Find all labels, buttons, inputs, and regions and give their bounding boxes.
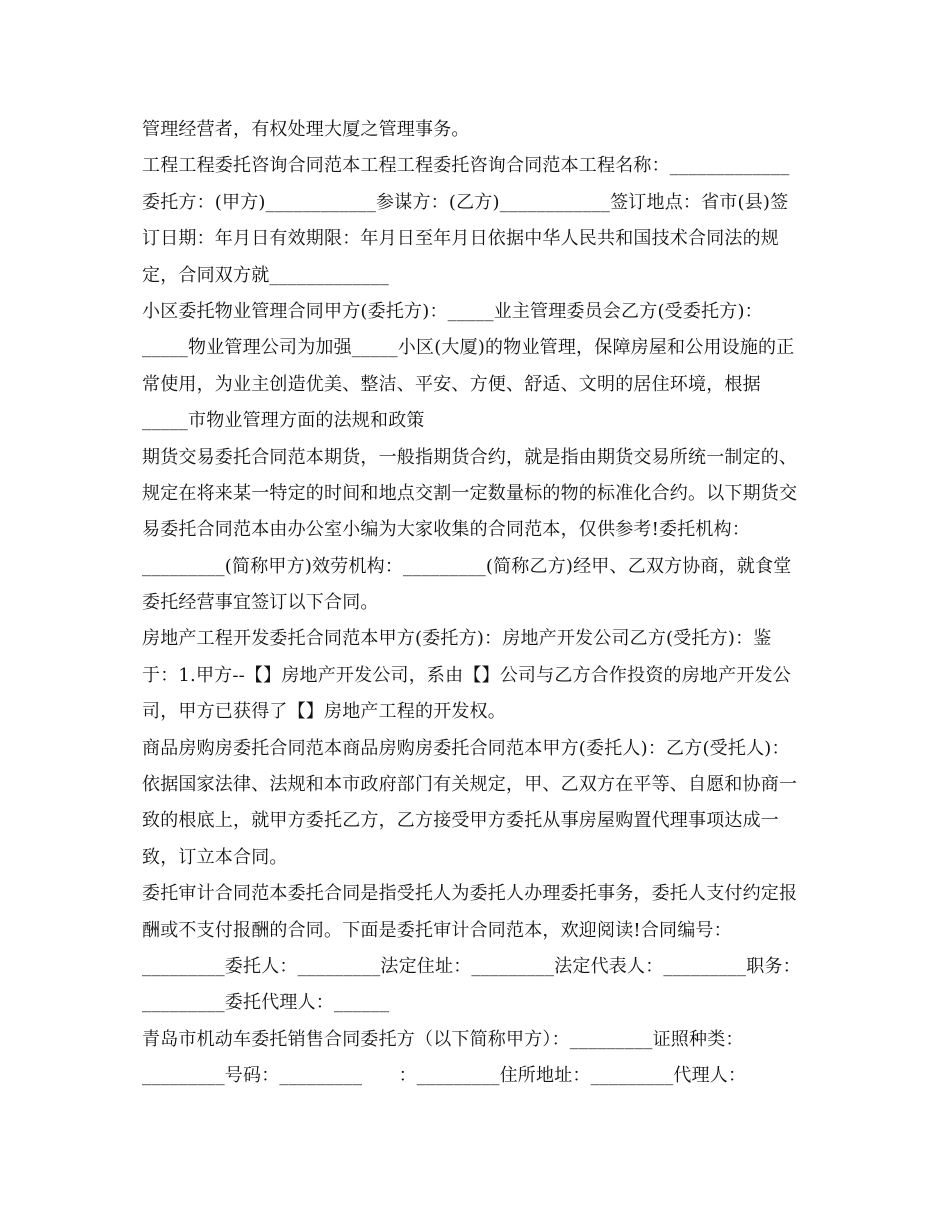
text-line: 酬或不支付报酬的合同。下面是委托审计合同范本，欢迎阅读!合同编号： bbox=[142, 919, 732, 941]
text-line: 房地产工程开发委托合同范本甲方(委托方)：房地产开发公司乙方(受托方)：鉴 bbox=[142, 628, 772, 650]
text-line: 订日期：年月日有效期限：年月日至年月日依据中华人民共和国技术合同法的规 bbox=[142, 228, 779, 250]
text-line: 致的根底上，就甲方委托乙方，乙方接受甲方委托从事房屋购置代理事项达成一 bbox=[142, 810, 779, 832]
text-line: 常使用，为业主创造优美、整洁、平安、方便、舒适、文明的居住环境，根据 bbox=[142, 373, 761, 395]
text-line: 规定在将来某一特定的时间和地点交割一定数量标的物的标准化合约。以下期货交 bbox=[142, 482, 798, 504]
text-line: 管理经营者，有权处理大厦之管理事务。 bbox=[142, 119, 470, 140]
text-line: 依据国家法律、法规和本市政府部门有关规定，甲、乙双方在平等、自愿和协商一 bbox=[142, 774, 798, 796]
text-line: 青岛市机动车委托销售合同委托方（以下简称甲方）：_________证照种类： bbox=[142, 1028, 744, 1050]
text-line: 商品房购房委托合同范本商品房购房委托合同范本甲方(委托人)：乙方(受托人)： bbox=[142, 737, 790, 759]
text-line: _________号码：_________ ：_________住所地址：_________代理人： bbox=[142, 1065, 747, 1087]
text-line: 期货交易委托合同范本期货，一般指期货合约，就是指由期货交易所统一制定的、 bbox=[142, 446, 798, 468]
text-line: _________委托人：_________法定住址：_________法定代表人：_________职务： bbox=[142, 955, 801, 977]
text-line: 委托方：(甲方)____________参谋方：(乙方)____________签订地点：省市(县)签 bbox=[142, 191, 789, 213]
text-line: 于：1.甲方--【】房地产开发公司，系由【】公司与乙方合作投资的房地产开发公 bbox=[142, 664, 791, 686]
text-line: 司，甲方已获得了【】房地产工程的开发权。 bbox=[142, 701, 506, 723]
text-line: 小区委托物业管理合同甲方(委托方)：_____业主管理委员会乙方(受委托方)： bbox=[142, 300, 763, 322]
text-line: _________委托代理人：______ bbox=[142, 992, 390, 1014]
text-line: 易委托合同范本由办公室小编为大家收集的合同范本，仅供参考!委托机构： bbox=[142, 519, 751, 541]
text-line: _____市物业管理方面的法规和政策 bbox=[142, 410, 425, 432]
text-line: 致，订立本合同。 bbox=[142, 846, 288, 868]
text-line: _________(简称甲方)效劳机构：_________(简称乙方)经甲、乙双方协商，就食堂 bbox=[142, 555, 792, 577]
text-line: 工程工程委托咨询合同范本工程工程委托咨询合同范本工程名称：_____________ bbox=[142, 155, 790, 177]
text-line: 委托经营事宜签订以下合同。 bbox=[142, 592, 379, 614]
document-body bbox=[142, 112, 810, 1095]
text-line: _____物业管理公司为加强_____小区(大厦)的物业管理，保障房屋和公用设施的正 bbox=[142, 337, 795, 359]
text-line: 定，合同双方就_____________ bbox=[142, 264, 389, 286]
text-line: 委托审计合同范本委托合同是指受托人为委托人办理委托事务，委托人支付约定报 bbox=[142, 883, 798, 905]
